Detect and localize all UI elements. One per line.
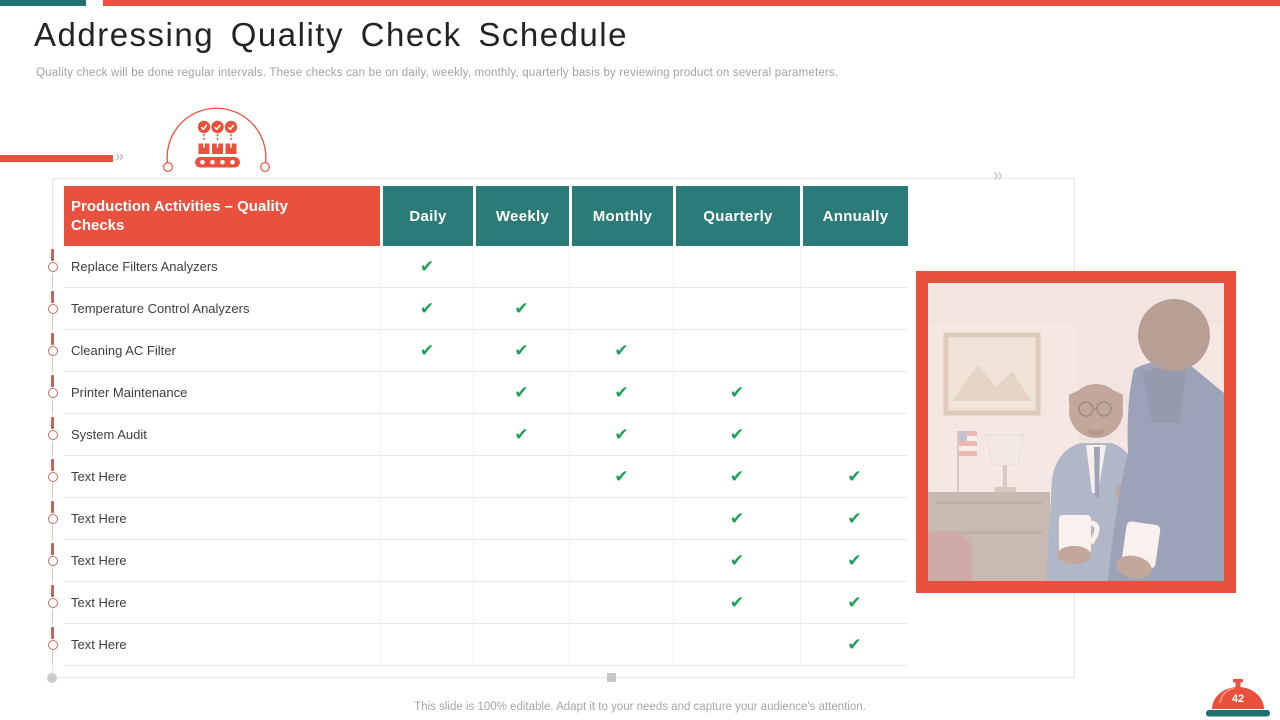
empty-cell — [473, 582, 569, 623]
checkmark-icon: ✔ — [673, 582, 800, 623]
row-label: Temperature Control Analyzers — [71, 301, 250, 316]
checkmark-icon: ✔ — [380, 330, 473, 371]
checkmark-icon: ✔ — [473, 330, 569, 371]
column-header-weekly: Weekly — [473, 186, 569, 246]
empty-cell — [569, 540, 673, 581]
row-pin-icon — [46, 540, 59, 582]
checkmark-icon: ✔ — [673, 540, 800, 581]
table-row — [64, 540, 908, 582]
photo-frame — [916, 271, 1236, 593]
production-activities-header — [64, 186, 380, 246]
row-label: Printer Maintenance — [71, 385, 188, 400]
table-row — [64, 624, 908, 666]
row-pin-icon — [46, 372, 59, 414]
empty-cell — [673, 288, 800, 329]
row-pin-icon — [46, 498, 59, 540]
empty-cell — [673, 624, 800, 665]
checkmark-icon: ✔ — [380, 288, 473, 329]
table-row — [64, 288, 908, 330]
row-pin-icon — [46, 624, 59, 666]
empty-cell — [569, 498, 673, 539]
empty-cell — [569, 582, 673, 623]
empty-cell — [569, 288, 673, 329]
empty-cell — [380, 582, 473, 623]
row-pin-icon — [46, 330, 59, 372]
page-number-bell-icon — [1206, 679, 1270, 717]
row-label: Text Here — [71, 469, 127, 484]
empty-cell — [800, 414, 908, 455]
red-arrow-line — [0, 155, 113, 162]
production-activities-header-label: Production Activities – Quality Checks — [71, 197, 288, 234]
column-header-monthly: Monthly — [569, 186, 673, 246]
row-pin-icon — [46, 414, 59, 456]
checkmark-icon: ✔ — [673, 372, 800, 413]
quality-check-table — [64, 186, 908, 666]
empty-cell — [380, 372, 473, 413]
pin-column — [46, 246, 59, 666]
checkmark-icon: ✔ — [800, 582, 908, 623]
empty-cell — [380, 456, 473, 497]
empty-cell — [800, 330, 908, 371]
checkmark-icon: ✔ — [673, 498, 800, 539]
checkmark-icon: ✔ — [569, 330, 673, 371]
row-pin-icon — [46, 288, 59, 330]
checkmark-icon: ✔ — [800, 540, 908, 581]
row-label: Cleaning AC Filter — [71, 343, 176, 358]
schedule-table-body — [64, 246, 908, 666]
empty-cell — [473, 246, 569, 287]
column-header-quarterly: Quarterly — [673, 186, 800, 246]
table-row — [64, 372, 908, 414]
row-pin-icon — [46, 582, 59, 624]
page-subtitle: Quality check will be done regular intervals. These checks can be on daily, weekly, monthly, quarterly basis by reviewing product on several parameters. — [36, 67, 839, 79]
business-discussion-photo — [928, 283, 1224, 581]
checkmark-icon: ✔ — [569, 456, 673, 497]
empty-cell — [473, 540, 569, 581]
slider-start-handle[interactable] — [47, 673, 57, 683]
empty-cell — [380, 414, 473, 455]
row-label: Text Here — [71, 595, 127, 610]
checkmark-icon: ✔ — [800, 456, 908, 497]
checkmark-icon: ✔ — [473, 414, 569, 455]
empty-cell — [473, 456, 569, 497]
table-row — [64, 582, 908, 624]
checkmark-icon: ✔ — [673, 456, 800, 497]
row-label: Replace Filters Analyzers — [71, 259, 218, 274]
footer-note: This slide is 100% editable. Adapt it to your needs and capture your audience's attention. — [414, 701, 866, 713]
empty-cell — [673, 330, 800, 371]
table-row — [64, 330, 908, 372]
top-accent-red-bar — [103, 0, 1280, 6]
slider-drag-handle[interactable] — [607, 673, 616, 682]
row-pin-icon — [46, 456, 59, 498]
checkmark-icon: ✔ — [569, 372, 673, 413]
checkmark-icon: ✔ — [800, 624, 908, 665]
empty-cell — [473, 624, 569, 665]
top-accent-teal-bar — [0, 0, 86, 6]
table-row — [64, 456, 908, 498]
empty-cell — [380, 624, 473, 665]
empty-cell — [380, 498, 473, 539]
empty-cell — [569, 246, 673, 287]
table-row — [64, 414, 908, 456]
checkmark-icon: ✔ — [569, 414, 673, 455]
column-header-annually: Annually — [800, 186, 908, 246]
empty-cell — [473, 498, 569, 539]
checkmark-icon: ✔ — [800, 498, 908, 539]
empty-cell — [800, 288, 908, 329]
table-header-row — [64, 186, 908, 246]
checkmark-icon: ✔ — [673, 414, 800, 455]
empty-cell — [673, 246, 800, 287]
page-title: Addressing Quality Check Schedule — [34, 16, 628, 53]
row-label: Text Here — [71, 511, 127, 526]
empty-cell — [569, 624, 673, 665]
checkmark-icon: ✔ — [473, 372, 569, 413]
checkmark-icon: ✔ — [380, 246, 473, 287]
row-pin-icon — [46, 246, 59, 288]
empty-cell — [800, 246, 908, 287]
table-row — [64, 498, 908, 540]
page-number: 42 — [1231, 693, 1245, 705]
table-row — [64, 246, 908, 288]
row-label: System Audit — [71, 427, 147, 442]
checkmark-icon: ✔ — [473, 288, 569, 329]
column-header-daily: Daily — [380, 186, 473, 246]
panel-chevron-icon: » — [993, 165, 1002, 185]
row-label: Text Here — [71, 553, 127, 568]
empty-cell — [800, 372, 908, 413]
row-label: Text Here — [71, 637, 127, 652]
arrow-chevron-icon: » — [115, 148, 122, 165]
empty-cell — [380, 540, 473, 581]
